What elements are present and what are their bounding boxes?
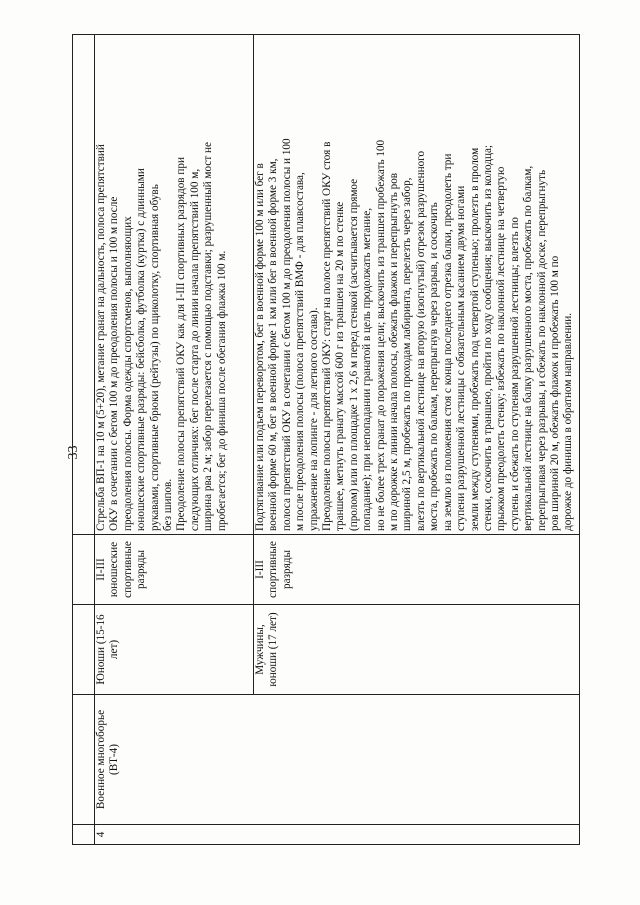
row-number: 4 bbox=[95, 831, 107, 838]
age-group-label: Мужчины, юноши (17 лет) bbox=[254, 612, 280, 687]
ranks-label: II-III юношеские спортивные разряды bbox=[95, 541, 148, 598]
table-cell bbox=[73, 605, 95, 695]
requirement-line: ступени разрушенной лестницы с обязательным касанием двумя ногами bbox=[455, 185, 468, 531]
category-cell bbox=[95, 695, 580, 825]
age-group-cell bbox=[254, 605, 580, 695]
requirement-line: моста, пробежать по балкам, перепрыгнув через разрыв, и соскочить bbox=[428, 202, 441, 531]
age-group-cell bbox=[95, 605, 254, 695]
requirement-line: рукавами, спортивные брюки (рейтузы) по щиколотку, спортивная обувь bbox=[148, 184, 161, 531]
requirement-line: ров шириной 20 м, обежать флажок и пробежать 100 м по bbox=[548, 255, 561, 531]
ranks-label: I-III спортивные разряды bbox=[254, 541, 293, 598]
requirement-line: ОКУ в сочетании с бегом 100 м до преодоления полосы и 100 м после bbox=[108, 196, 121, 531]
requirement-line: дорожке до финиша в обратном направлении. bbox=[562, 312, 575, 531]
table-row bbox=[73, 35, 95, 845]
row-number-cell bbox=[95, 825, 580, 845]
requirement-line: перепрыгивая через разрывы, и сбежать по наклонной доске, перепрыгнуть bbox=[535, 169, 548, 531]
requirement-line: но не более трех гранат до поражения цели; выскочить из траншеи пробежать 100 bbox=[374, 139, 387, 531]
requirement-line: шириной 2,5 м, пробежать по проходам лабиринта, перелезть через забор, bbox=[401, 177, 414, 531]
requirement-line: Преодоление полосы препятствий ОКУ как для I-III спортивных разрядов при bbox=[175, 157, 188, 531]
requirement-line: траншее, метнуть гранату массой 600 г из траншеи на 20 м по стенке bbox=[334, 201, 347, 531]
requirement-line: упражнение на лопинге - для летного состава). bbox=[307, 307, 320, 531]
requirement-line: ступень и сбежать по ступеням разрушенной лестницы; влезть по bbox=[508, 217, 521, 531]
page-number: 33 bbox=[66, 445, 81, 460]
requirement-line: следующих отличиях: бег после старта до линии начала препятствий 100 м, bbox=[188, 168, 201, 531]
table-cell bbox=[73, 535, 95, 605]
requirement-line: пробегается; бег до финиша после обегания флажка 100 м. bbox=[215, 250, 228, 531]
requirement-line: (пролом) или по площадке 1 х 2,6 м перед стенкой (засчитывается прямое bbox=[347, 178, 360, 531]
requirement-line: м после преодоления полосы (полоса препятствий ВМФ - для плавсостава, bbox=[294, 172, 307, 531]
requirement-line: стенки, соскочить в траншею, пройти по ходу сообщения; выскочить из колодца; bbox=[481, 144, 494, 531]
requirement-line: попадание); при непопадании гранатой в цель продолжать метание, bbox=[361, 207, 374, 531]
requirement-line: на землю из положения стоя с конца последнего отрезка балки, преодолеть три bbox=[441, 153, 454, 531]
requirement-line: прыжком преодолеть стенку; взбежать по наклонной лестнице на четвертую bbox=[495, 166, 508, 531]
requirement-line: м по дорожке к линии начала полосы, обежать флажок и перепрыгнуть ров bbox=[388, 172, 401, 531]
requirement-line: Подтягивание или подъем переворотом, бег в военной форме 100 м или бег в bbox=[254, 163, 266, 531]
requirement-line: Стрельба ВП-1 на 10 м (5+20), метание гранат на дальность, полоса препятствий bbox=[95, 144, 107, 531]
requirement-line: земли между ступенями, пробежать под четвертой ступенью; пролезть в пролом bbox=[468, 147, 481, 531]
requirement-line: преодоления полосы. Форма одежды спортсменов, выполняющих bbox=[121, 216, 134, 531]
requirement-line: военной форме 60 м, бег в военной форме 1 км или бег в военной форме 3 км, bbox=[267, 158, 280, 531]
requirement-line: юношеские спортивные разряды: бейсболка, футболка (куртка) с длинными bbox=[135, 168, 148, 531]
requirement-line: ширина рва 2 м; забор перелезается с помощью подставки; разрушенный мост не bbox=[202, 142, 215, 531]
table-cell bbox=[73, 35, 95, 535]
requirement-line: полоса препятствий ОКУ в сочетании с бегом 100 м до преодоления полосы и 100 bbox=[280, 138, 293, 531]
requirement-line: без шипов. bbox=[162, 478, 175, 531]
requirement-line: вертикальной лестнице на балку разрушенного моста, пробежать по балкам, bbox=[522, 165, 535, 531]
standards-table bbox=[72, 34, 580, 845]
table-cell bbox=[73, 825, 95, 845]
requirement-line: Преодоление полосы препятствий ОКУ: старт на полосе препятствий ОКУ стоя в bbox=[321, 141, 334, 531]
ranks-cell bbox=[95, 535, 254, 605]
requirements-cell bbox=[254, 35, 580, 535]
age-group-label: Юноши (15-16 лет) bbox=[95, 614, 121, 685]
category-label: Военное многоборье (ВТ-4) bbox=[95, 709, 121, 810]
requirements-cell bbox=[95, 35, 254, 535]
table-row bbox=[95, 35, 254, 845]
ranks-cell bbox=[254, 535, 580, 605]
requirement-line: влезть по вертикальной лестнице на вторую (изогнутый) отрезок разрушенного bbox=[414, 150, 427, 531]
table-cell bbox=[73, 695, 95, 825]
